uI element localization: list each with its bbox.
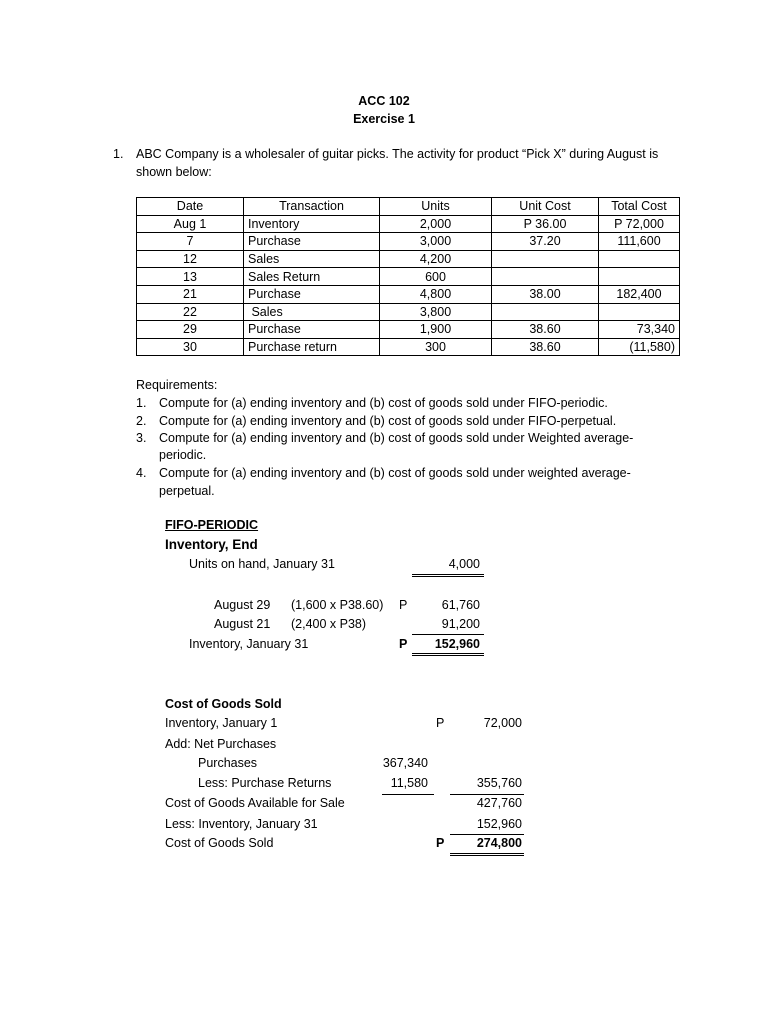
requirement-number: 4. — [136, 466, 147, 480]
cell-transaction: Purchase — [244, 285, 380, 303]
cell-total-cost: P 72,000 — [599, 215, 680, 233]
inv-total-value: 152,960 — [434, 637, 480, 651]
cell-units: 3,000 — [380, 233, 492, 251]
inv-line1-peso: P — [399, 598, 408, 612]
requirement-text-cont: perpetual. — [159, 484, 215, 498]
course-code: ACC 102 — [358, 94, 410, 108]
cell-unit-cost — [492, 303, 599, 321]
table-row — [137, 215, 680, 233]
problem-text-line2: shown below: — [136, 165, 212, 179]
cell-date: 29 — [137, 321, 244, 339]
cell-transaction: Purchase return — [244, 338, 380, 356]
table-row — [137, 250, 680, 268]
less-inventory-value: 152,960 — [476, 817, 522, 831]
cogs-double-rule — [450, 853, 524, 856]
purchase-returns-value: 11,580 — [390, 776, 428, 790]
cell-date: 22 — [137, 303, 244, 321]
exercise-title: Exercise 1 — [353, 112, 415, 126]
requirement-number: 3. — [136, 431, 147, 445]
cell-units: 2,000 — [380, 215, 492, 233]
fifo-title: FIFO-PERIODIC — [165, 518, 259, 532]
cell-unit-cost — [492, 250, 599, 268]
cell-total-cost: 182,400 — [599, 285, 680, 303]
inv-total-peso: P — [399, 637, 408, 651]
units-on-hand-label: Units on hand, January 31 — [189, 557, 335, 571]
cell-total-cost: 73,340 — [599, 321, 680, 339]
purchases-label: Purchases — [198, 756, 258, 770]
cell-date: 30 — [137, 338, 244, 356]
cell-units: 600 — [380, 268, 492, 286]
cell-unit-cost: 38.60 — [492, 321, 599, 339]
table-row — [137, 321, 680, 339]
cell-total-cost — [599, 303, 680, 321]
inventory-end-title: Inventory, End — [165, 537, 258, 552]
inv-line1-calc: (1,600 x P38.60) — [291, 598, 384, 612]
cogs-label: Cost of Goods Sold — [165, 836, 274, 850]
requirement-text-cont: periodic. — [159, 448, 207, 462]
problem-number: 1. — [113, 147, 124, 161]
cell-transaction: Sales — [244, 303, 380, 321]
inv-line2-date: August 21 — [214, 617, 271, 631]
cell-transaction: Inventory — [244, 215, 380, 233]
requirement-number: 1. — [136, 396, 147, 410]
inv-subtotal-rule — [412, 634, 484, 635]
inv-begin-peso: P — [436, 716, 445, 730]
inv-total-double-rule — [412, 653, 484, 656]
inv-begin-label: Inventory, January 1 — [165, 716, 278, 730]
inv-line1-value: 61,760 — [441, 598, 480, 612]
cell-date: 13 — [137, 268, 244, 286]
cell-date: 21 — [137, 285, 244, 303]
cell-transaction: Purchase — [244, 321, 380, 339]
cell-total-cost: (11,580) — [599, 338, 680, 356]
col-header-units: Units — [380, 198, 492, 216]
less-inventory-rule — [450, 834, 524, 835]
table-row — [137, 233, 680, 251]
activity-table — [136, 197, 680, 356]
net-purchases-value: 355,760 — [476, 776, 522, 790]
available-value: 427,760 — [476, 796, 522, 810]
requirement-text: Compute for (a) ending inventory and (b) cost of goods sold under FIFO-periodic. — [159, 396, 608, 410]
table-header-row — [137, 198, 680, 216]
requirements-title: Requirements: — [136, 378, 218, 392]
col-header-transaction: Transaction — [244, 198, 380, 216]
table-row — [137, 285, 680, 303]
less-inventory-label: Less: Inventory, January 31 — [165, 817, 318, 831]
units-double-rule — [412, 574, 484, 577]
inv-line2-value: 91,200 — [441, 617, 480, 631]
cell-total-cost: 111,600 — [599, 233, 680, 251]
purchases-value: 367,340 — [382, 756, 428, 770]
cell-units: 4,200 — [380, 250, 492, 268]
problem-text-line1: ABC Company is a wholesaler of guitar picks. The activity for product “Pick X” during August is — [136, 147, 659, 161]
purchase-returns-label: Less: Purchase Returns — [198, 776, 332, 790]
cell-unit-cost: 38.60 — [492, 338, 599, 356]
table-row — [137, 268, 680, 286]
inv-total-label: Inventory, January 31 — [189, 637, 309, 651]
cell-transaction: Sales Return — [244, 268, 380, 286]
cell-units: 4,800 — [380, 285, 492, 303]
cogs-value: 274,800 — [476, 836, 522, 850]
cell-unit-cost: 37.20 — [492, 233, 599, 251]
cell-date: 7 — [137, 233, 244, 251]
cell-unit-cost — [492, 268, 599, 286]
net-purchases-rule — [450, 794, 524, 795]
table-row — [137, 338, 680, 356]
cogs-title: Cost of Goods Sold — [165, 697, 282, 711]
cell-units: 3,800 — [380, 303, 492, 321]
col-header-total-cost: Total Cost — [599, 198, 680, 216]
cell-unit-cost: P 36.00 — [492, 215, 599, 233]
cell-total-cost — [599, 268, 680, 286]
cell-units: 300 — [380, 338, 492, 356]
requirement-number: 2. — [136, 414, 147, 428]
requirement-text: Compute for (a) ending inventory and (b) cost of goods sold under FIFO-perpetual. — [159, 414, 617, 428]
col-header-date: Date — [137, 198, 244, 216]
cell-transaction: Sales — [244, 250, 380, 268]
requirement-text: Compute for (a) ending inventory and (b) cost of goods sold under Weighted average- — [159, 431, 634, 445]
cell-units: 1,900 — [380, 321, 492, 339]
cell-date: Aug 1 — [137, 215, 244, 233]
cell-total-cost — [599, 250, 680, 268]
cell-transaction: Purchase — [244, 233, 380, 251]
requirement-text: Compute for (a) ending inventory and (b) cost of goods sold under weighted average- — [159, 466, 631, 480]
cogs-peso: P — [436, 836, 445, 850]
inv-begin-value: 72,000 — [483, 716, 522, 730]
units-on-hand-value: 4,000 — [448, 557, 480, 571]
cell-unit-cost: 38.00 — [492, 285, 599, 303]
inv-line2-calc: (2,400 x P38) — [291, 617, 367, 631]
cell-date: 12 — [137, 250, 244, 268]
col-header-unit-cost: Unit Cost — [492, 198, 599, 216]
add-net-purchases-label: Add: Net Purchases — [165, 737, 277, 751]
available-label: Cost of Goods Available for Sale — [165, 796, 345, 810]
inv-line1-date: August 29 — [214, 598, 271, 612]
table-row — [137, 303, 680, 321]
returns-rule — [382, 794, 434, 795]
